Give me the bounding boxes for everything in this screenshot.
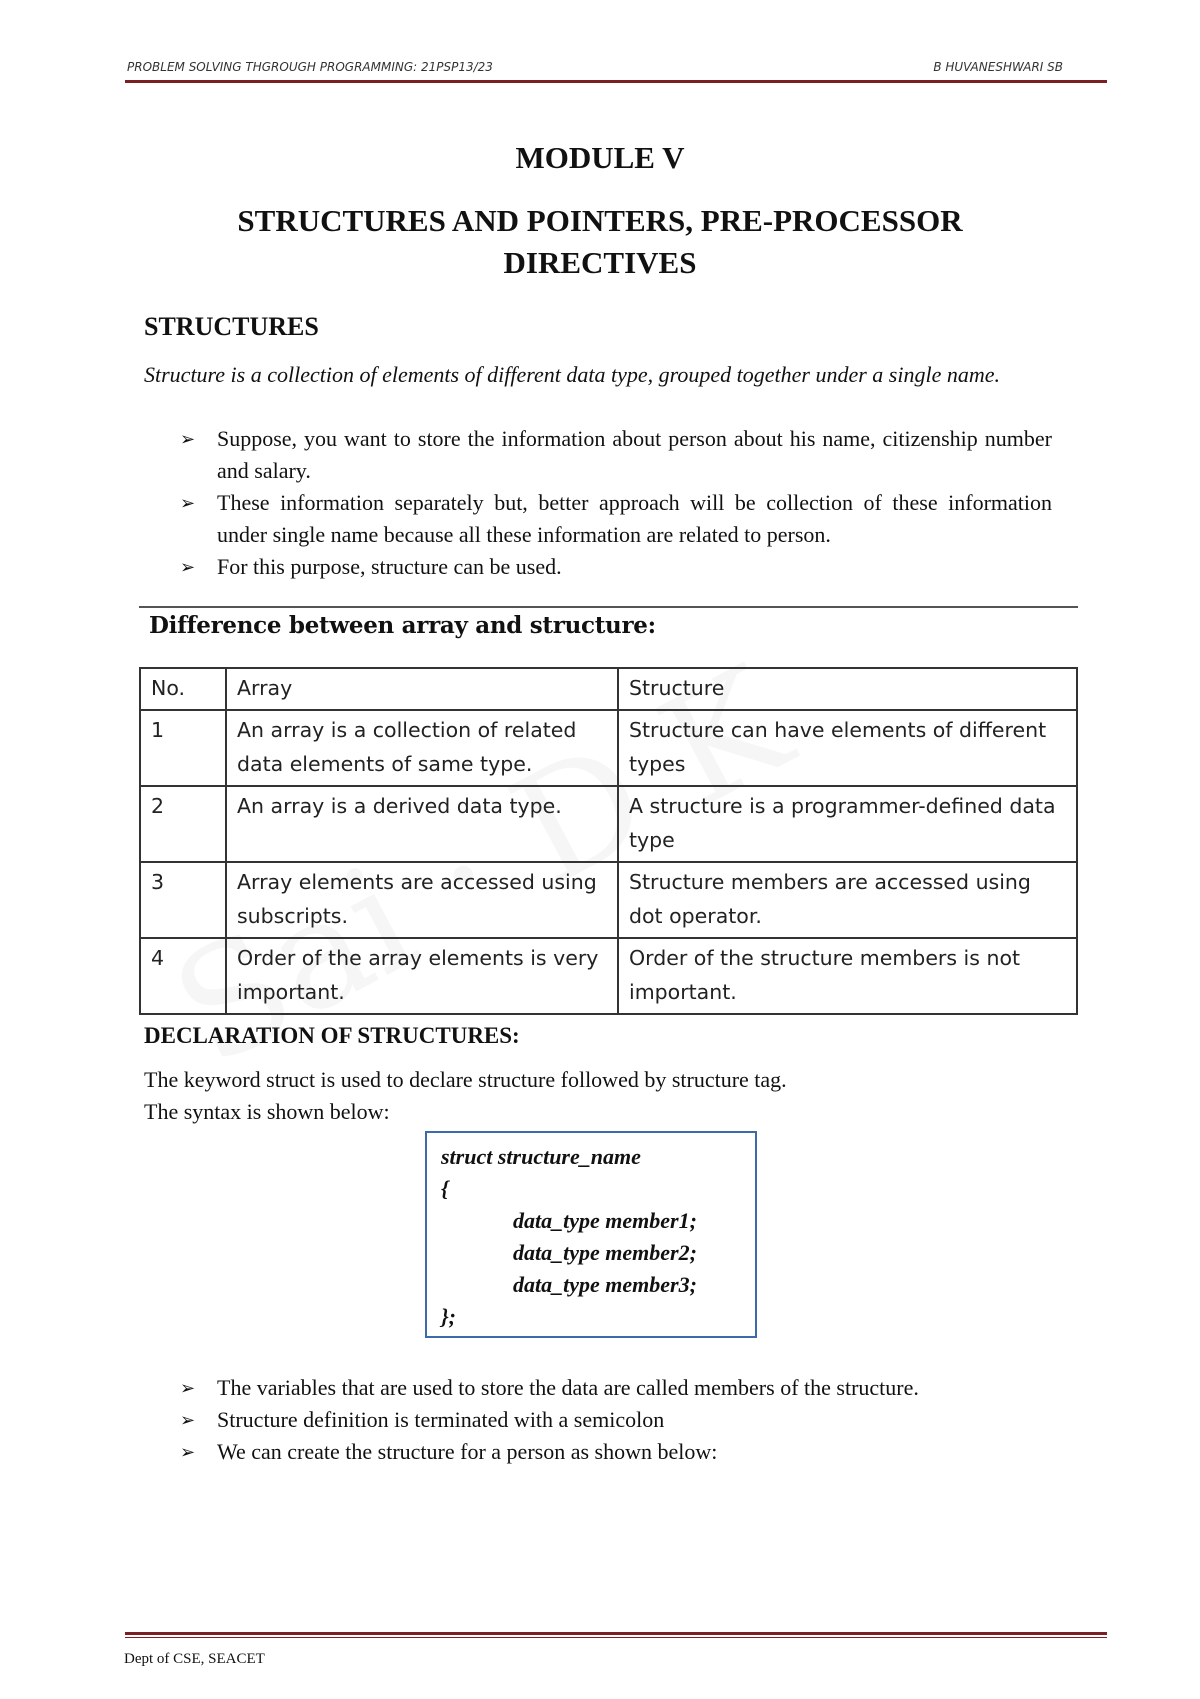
table-top-rule — [139, 606, 1078, 608]
table-row — [140, 938, 1077, 1014]
list-item: ➢ Structure definition is terminated with a semicolon — [144, 1404, 1052, 1436]
array-vs-structure-table — [139, 667, 1078, 1015]
code-line: }; — [441, 1304, 456, 1329]
list-item: ➢ Suppose, you want to store the information about person about his name, citizenship number and salary. — [144, 423, 1052, 487]
declaration-text-line1: The keyword struct is used to declare structure followed by structure tag. — [144, 1067, 787, 1092]
code-line: { — [441, 1176, 449, 1201]
section-heading-structures: STRUCTURES — [144, 312, 319, 341]
code-line: data_type member3; — [513, 1272, 697, 1297]
table-cell: Structure members are accessed using dot operator. — [618, 862, 1077, 938]
table-header-cell: No. — [140, 668, 226, 710]
table-cell: 3 — [140, 862, 226, 938]
table-header-cell: Array — [226, 668, 618, 710]
table-cell: 4 — [140, 938, 226, 1014]
section-heading-declaration: DECLARATION OF STRUCTURES: — [144, 1023, 520, 1048]
table-header-cell: Structure — [618, 668, 1077, 710]
chapter-title-line1: STRUCTURES AND POINTERS, PRE-PROCESSOR — [237, 203, 963, 238]
table-cell: A structure is a programmer-defined data type — [618, 786, 1077, 862]
list-item: ➢ These information separately but, better approach will be collection of these information under single name because all these information are related to person. — [144, 487, 1052, 551]
declaration-text-line2: The syntax is shown below: — [144, 1099, 390, 1124]
table-cell: Array elements are accessed using subscripts. — [226, 862, 618, 938]
list-item: ➢ We can create the structure for a person as shown below: — [144, 1436, 1052, 1468]
structure-definition: Structure is a collection of elements of different data type, grouped together under a single name. — [144, 362, 1001, 387]
chapter-title-line2: DIRECTIVES — [503, 245, 697, 280]
arrow-bullet-icon: ➢ — [180, 557, 196, 577]
footer-department: Dept of CSE, SEACET — [124, 1651, 265, 1667]
code-line: data_type member1; — [513, 1208, 697, 1233]
table-row — [140, 710, 1077, 786]
arrow-bullet-icon: ➢ — [180, 493, 196, 513]
table-cell: An array is a collection of related data elements of same type. — [226, 710, 618, 786]
list-item: ➢ For this purpose, structure can be used. — [144, 551, 1052, 583]
header-author: B HUVANESHWARI SB — [933, 60, 1063, 74]
arrow-bullet-icon: ➢ — [180, 1442, 196, 1462]
list-item: ➢ The variables that are used to store the data are called members of the structure. — [144, 1372, 1052, 1404]
code-line: struct structure_name — [441, 1144, 641, 1169]
header-course-title: PROBLEM SOLVING THGROUGH PROGRAMMING: 21PSP13/23 — [127, 60, 493, 74]
footer-rule-thin — [125, 1637, 1107, 1638]
structures-bullet-list — [144, 423, 1052, 583]
module-title: MODULE V — [515, 140, 685, 175]
table-cell: Order of the array elements is very important. — [226, 938, 618, 1014]
table-cell: An array is a derived data type. — [226, 786, 618, 862]
table-cell: 2 — [140, 786, 226, 862]
header-rule — [125, 80, 1107, 83]
arrow-bullet-icon: ➢ — [180, 1410, 196, 1430]
table-cell: 1 — [140, 710, 226, 786]
syntax-code-box — [425, 1131, 757, 1338]
arrow-bullet-icon: ➢ — [180, 429, 196, 449]
table-header-row — [140, 668, 1077, 710]
footer-rule — [125, 1632, 1107, 1635]
table-cell: Structure can have elements of different types — [618, 710, 1077, 786]
code-line: data_type member2; — [513, 1240, 697, 1265]
arrow-bullet-icon: ➢ — [180, 1378, 196, 1398]
table-row — [140, 786, 1077, 862]
declaration-bullet-list — [144, 1372, 1052, 1468]
table-row — [140, 862, 1077, 938]
comparison-table-title: Difference between array and structure: — [149, 612, 656, 639]
table-cell: Order of the structure members is not important. — [618, 938, 1077, 1014]
